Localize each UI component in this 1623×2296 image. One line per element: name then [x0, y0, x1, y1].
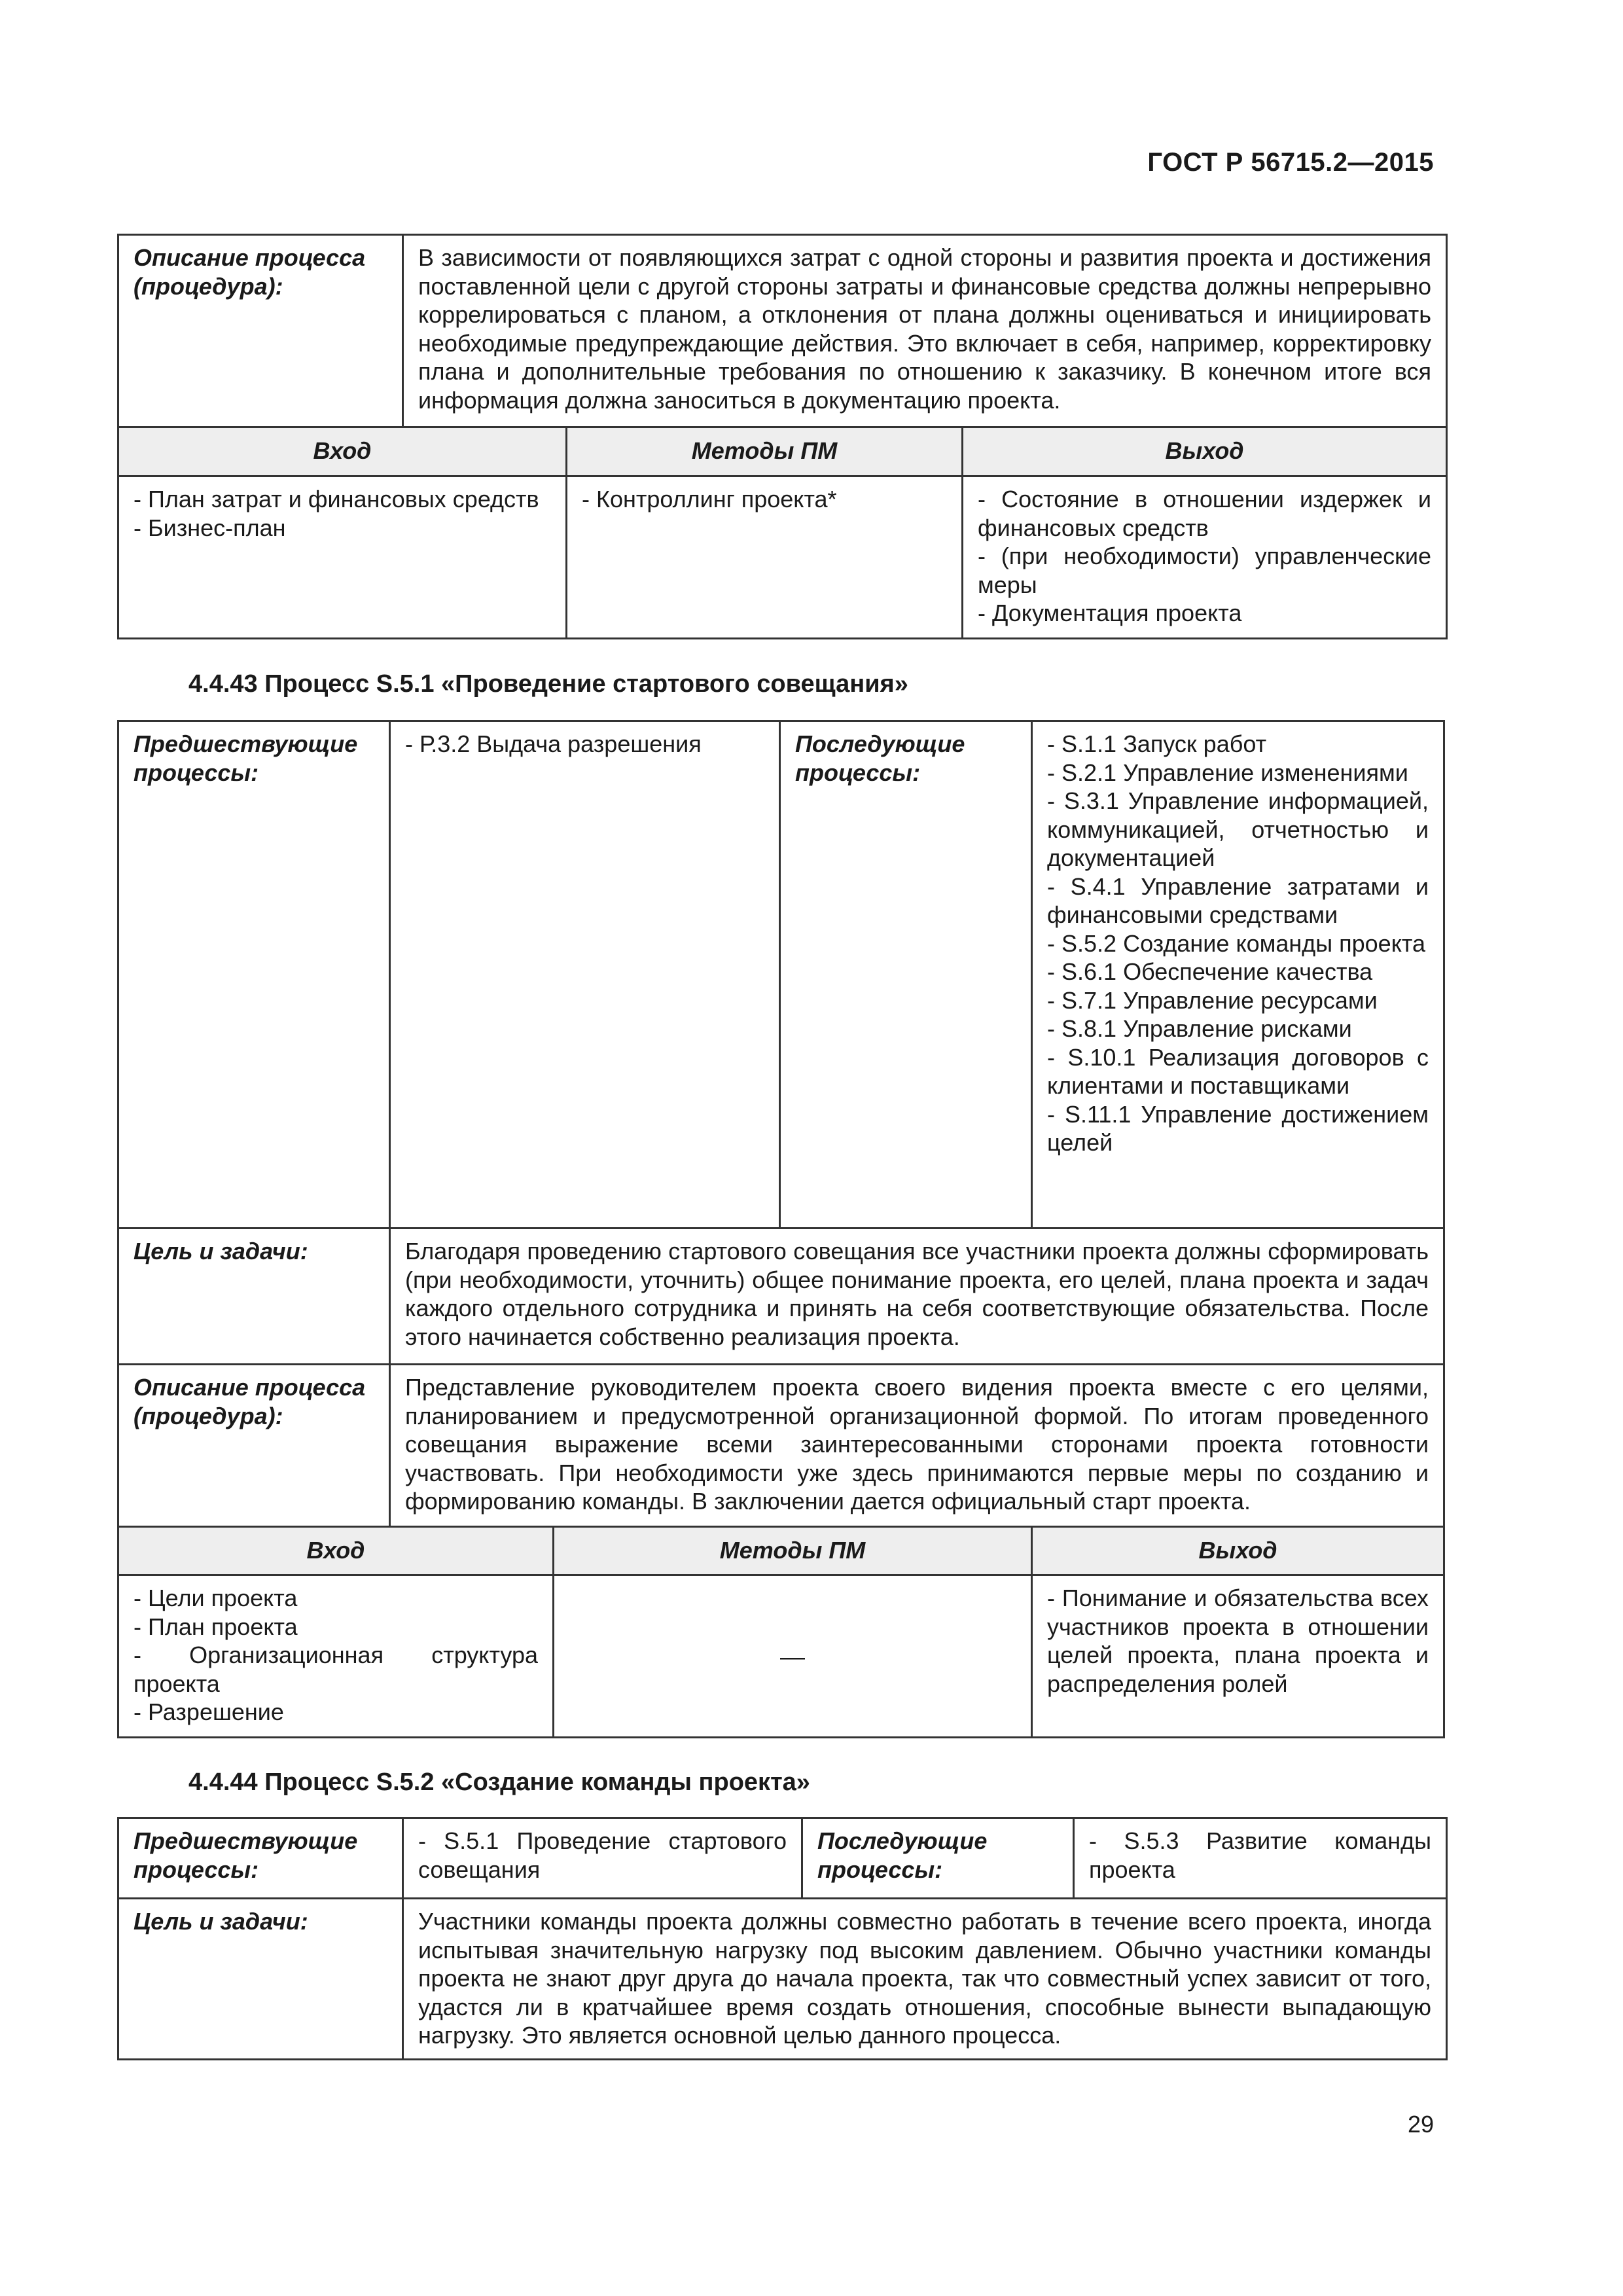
list-item: - S.7.1 Управление ресурсами	[1047, 986, 1378, 1014]
next-label: Последующие процессы:	[780, 721, 1032, 1229]
list-item: - Разрешение	[134, 1698, 284, 1725]
section-heading-4-4-43: 4.4.43 Процесс S.5.1 «Проведение стартового совещания»	[188, 670, 908, 698]
list-item: - S.10.1 Реализация договоров с клиентами и поставщиками	[1047, 1043, 1429, 1099]
list-item: - Бизнес-план	[134, 514, 286, 541]
process-table-s51	[117, 720, 1445, 1738]
list-item: - S.2.1 Управление изменениями	[1047, 759, 1408, 786]
methods-cell: —	[554, 1575, 1032, 1738]
document-standard-number: ГОСТ Р 56715.2—2015	[1147, 148, 1434, 177]
methods-cell	[567, 476, 963, 639]
io-header-row	[118, 1527, 1444, 1575]
description-label: Описание процесса (процедура):	[118, 235, 403, 427]
goal-label: Цель и задачи:	[118, 1229, 390, 1365]
prev-next-row	[118, 1818, 1447, 1899]
outputs-cell	[963, 476, 1447, 639]
next-label: Последующие процессы:	[802, 1818, 1074, 1899]
list-item: - S.5.3 Развитие команды проекта	[1089, 1827, 1431, 1883]
prev-items-cell	[403, 1818, 802, 1899]
list-item: - S.5.1 Проведение стартового совещания	[418, 1827, 787, 1883]
prev-label: Предшествующие процессы:	[118, 721, 390, 1229]
page-number: 29	[1407, 2111, 1434, 2138]
list-item: - S.4.1 Управление затратами и финансовыми средствами	[1047, 872, 1429, 928]
list-item: - Р.3.2 Выдача разрешения	[405, 730, 702, 757]
goal-row	[118, 1229, 1444, 1365]
col-input-header: Вход	[118, 427, 567, 476]
list-item: - Понимание и обязательства всех участников проекта в отношении целей проекта, плана проекта и распределения ролей	[1047, 1585, 1429, 1697]
list-item: - План затрат и финансовых средств	[134, 486, 539, 512]
list-item: - Документация проекта	[978, 600, 1242, 626]
prev-label: Предшествующие процессы:	[118, 1818, 403, 1899]
description-row	[118, 1365, 1444, 1527]
description-row	[118, 235, 1447, 427]
col-methods-header: Методы ПМ	[554, 1527, 1032, 1575]
list-item: - Цели проекта	[134, 1585, 298, 1611]
outputs-cell	[1032, 1575, 1444, 1738]
inputs-cell	[118, 1575, 554, 1738]
list-item: - S.8.1 Управление рисками	[1047, 1015, 1352, 1042]
list-item: - S.6.1 Обеспечение качества	[1047, 958, 1373, 985]
io-values-row	[118, 1575, 1444, 1738]
list-item: - (при необходимости) управленческие меры	[978, 543, 1432, 598]
next-items-cell	[1074, 1818, 1447, 1899]
prev-items-cell	[390, 721, 780, 1229]
list-item: - Состояние в отношении издержек и финансовых средств	[978, 486, 1432, 541]
description-text: Представление руководителем проекта своего видения проекта вместе с его целями, планированием и предусмотренной организационной формой. По итогам проведенного совещания выражение всеми заинтересованными сторонами проекта готовности участвовать. При необходимости уже здесь принимаются первые меры по созданию и формированию команды. В заключении дается официальный старт проекта.	[390, 1365, 1444, 1527]
process-table-continuation	[117, 234, 1448, 639]
col-input-header: Вход	[118, 1527, 554, 1575]
col-output-header: Выход	[1032, 1527, 1444, 1575]
goal-text: Благодаря проведению стартового совещания все участники проекта должны сформировать (при необходимости, уточнить) общее понимание проекта, его целей, плана проекта и задач каждого отдельного сотрудника и принять на себя соответствующие обязательства. После этого начинается собственно реализация проекта.	[390, 1229, 1444, 1365]
list-item: - S.11.1 Управление достижением целей	[1047, 1100, 1429, 1156]
description-text: В зависимости от появляющихся затрат с одной стороны и развития проекта и достижения поставленной цели с другой стороны затраты и финансовые средства должны непрерывно коррелироваться с планом, а отклонения от плана должны оцениваться и инициировать необходимые предупреждающие действия. Это включает в себя, например, корректировку плана и дополнительные требования по отношению к заказчику. В конечном итоге вся информация должна заноситься в документацию проекта.	[403, 235, 1447, 427]
list-item: - Организационная структура проекта	[134, 1641, 538, 1697]
list-item: - S.5.2 Создание команды проекта	[1047, 929, 1425, 957]
list-item: - Контроллинг проекта*	[582, 486, 837, 512]
description-label: Описание процесса (процедура):	[118, 1365, 390, 1527]
io-header-row	[118, 427, 1447, 476]
goal-text: Участники команды проекта должны совместно работать в течение всего проекта, иногда испытывая значительную нагрузку под высоким давлением. Обычно участники команды проекта не знают друг друга до начала проекта, так что совместный успех зависит от того, удастся ли в кратчайшее время создать отношения, способные вынести выпадающую нагрузку. Это является основной целью данного процесса.	[403, 1899, 1447, 2060]
next-items-cell	[1032, 721, 1444, 1229]
col-methods-header: Методы ПМ	[567, 427, 963, 476]
section-heading-4-4-44: 4.4.44 Процесс S.5.2 «Создание команды проекта»	[188, 1768, 810, 1796]
list-item: - S.3.1 Управление информацией, коммуникацией, отчетностью и документацией	[1047, 787, 1429, 871]
goal-row	[118, 1899, 1447, 2060]
inputs-cell	[118, 476, 567, 639]
prev-next-row	[118, 721, 1444, 1229]
goal-label: Цель и задачи:	[118, 1899, 403, 2060]
list-item: - S.1.1 Запуск работ	[1047, 730, 1267, 757]
list-item: - План проекта	[134, 1613, 298, 1640]
col-output-header: Выход	[963, 427, 1447, 476]
process-table-s52	[117, 1817, 1448, 2060]
io-values-row	[118, 476, 1447, 639]
